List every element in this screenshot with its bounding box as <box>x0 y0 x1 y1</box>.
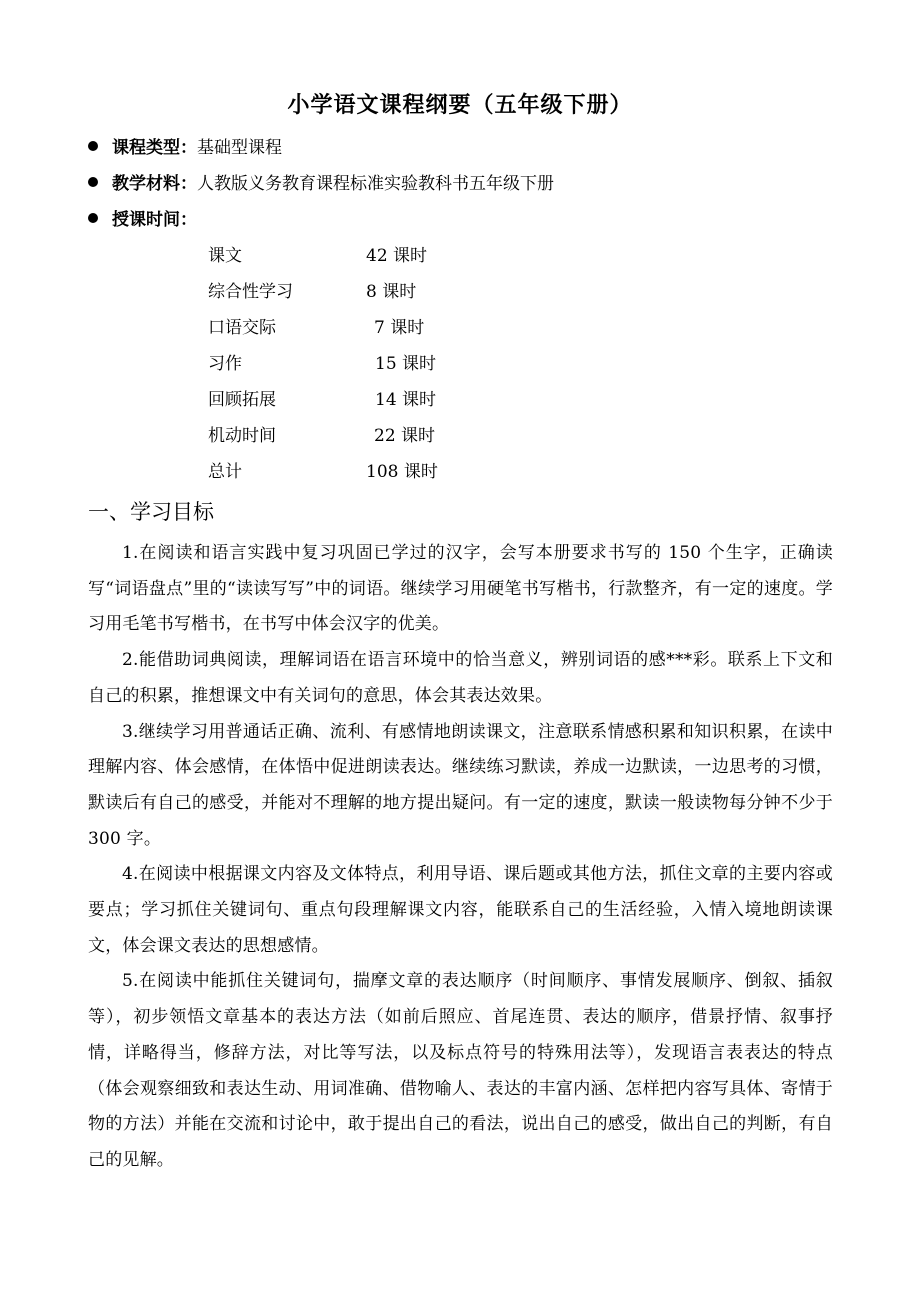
section-heading: 一、学习目标 <box>88 500 214 524</box>
goal-paragraph: 2.能借助词典阅读，理解词语在语言环境中的恰当意义，辨别词语的感***彩。联系上下文和自己的积累，推想课文中有关词句的意思，体会其表达效果。 <box>88 650 833 706</box>
schedule-item: 回顾拓展 <box>208 390 276 410</box>
info-class-time <box>88 208 197 232</box>
goal-paragraph: 3.继续学习用普通话正确、流利、有感情地朗读课文，注意联系情感积累和知识积累，在读中理解内容、体会感情，在体悟中促进朗读表达。继续练习默读，养成一边默读，一边思考的习惯，默读后有自己的感受，并能对不理解的地方提出疑问。有一定的速度，默读一般读物每分钟不少于 300 字。 <box>88 721 833 849</box>
info-label: 授课时间： <box>112 210 197 230</box>
schedule-item: 总计 <box>208 462 242 482</box>
bullet-icon <box>88 213 98 223</box>
info-materials <box>88 172 554 196</box>
info-value: 基础型课程 <box>197 138 282 158</box>
info-label: 课程类型： <box>112 138 197 158</box>
schedule-hours: 15 课时 <box>375 354 437 374</box>
schedule-hours: 42 课时 <box>366 246 428 266</box>
bullet-icon <box>88 141 98 151</box>
learning-goals <box>88 536 833 1179</box>
schedule-hours: 7 课时 <box>374 318 425 338</box>
schedule-item: 课文 <box>208 246 242 266</box>
schedule-item: 口语交际 <box>208 318 276 338</box>
schedule-hours: 8 课时 <box>366 282 417 302</box>
goal-paragraph: 4.在阅读中根据课文内容及文体特点，利用导语、课后题或其他方法，抓住文章的主要内容或要点；学习抓住关键词句、重点句段理解课文内容，能联系自己的生活经验，入情入境地朗读课文，体会课文表达的思想感情。 <box>88 864 833 956</box>
schedule-item: 综合性学习 <box>208 282 293 302</box>
page-title: 小学语文课程纲要（五年级下册） <box>287 92 633 118</box>
schedule-item: 习作 <box>208 354 242 374</box>
info-label: 教学材料： <box>112 174 197 194</box>
goal-paragraph: 5.在阅读中能抓住关键词句，揣摩文章的表达顺序（时间顺序、事情发展顺序、倒叙、插叙等），初步领悟文章基本的表达方法（如前后照应、首尾连贯、表达的顺序，借景抒情、叙事抒情，详略得当，修辞方法，对比等写法，以及标点符号的特殊用法等），发现语言表表达的特点（体会观察细致和表达生动、用词准确、借物喻人、表达的丰富内涵、怎样把内容写具体、寄情于物的方法）并能在交流和讨论中，敢于提出自己的看法，说出自己的感受，做出自己的判断，有自己的见解。 <box>88 971 833 1170</box>
schedule-hours: 108 课时 <box>366 462 438 482</box>
info-value: 人教版义务教育课程标准实验教科书五年级下册 <box>197 174 554 194</box>
goal-paragraph: 1.在阅读和语言实践中复习巩固已学过的汉字，会写本册要求书写的 150 个生字，正确读写“词语盘点”里的“读读写写”中的词语。继续学习用硬笔书写楷书，行款整齐，有一定的速度。学习用毛笔书写楷书，在书写中体会汉字的优美。 <box>88 543 833 635</box>
schedule-hours: 22 课时 <box>374 426 436 446</box>
schedule-item: 机动时间 <box>208 426 276 446</box>
info-course-type <box>88 136 282 160</box>
bullet-icon <box>88 177 98 187</box>
schedule-hours: 14 课时 <box>375 390 437 410</box>
